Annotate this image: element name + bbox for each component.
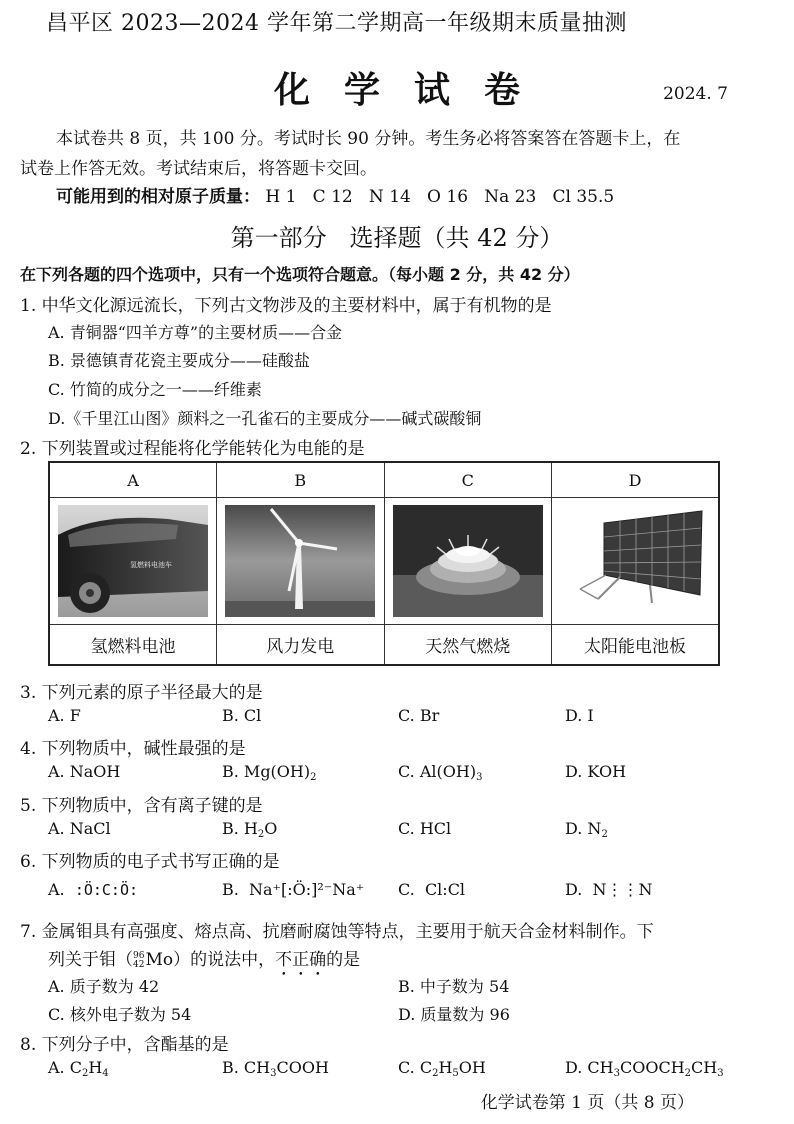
q8-option-c: C. $C_2H_5OH$	[398, 1058, 486, 1079]
q1-option-d: D.《千里江山图》颜料之一孔雀石的主要成分——碱式碳酸铜	[48, 409, 482, 428]
intro-line-2: 试卷上作答无效。考试结束后，将答题卡交回。	[20, 159, 377, 179]
q7-option-d: D. 质量数为 96	[398, 1005, 510, 1024]
q7-stem-line-1: 7. 金属钼具有高强度、熔点高、抗磨耐腐蚀等特点，主要用于航天合金材料制作。下	[20, 922, 654, 942]
car-side-text: 氢燃料电池车	[130, 561, 172, 569]
q2-header-c: C	[384, 462, 552, 498]
electron-formula-n2: N⋮⋮N	[592, 880, 653, 899]
q1-option-b: B. 景德镇青花瓷主要成分——硅酸盐	[48, 351, 310, 370]
q6-option-d: D. N⋮⋮N	[565, 880, 653, 899]
q4-option-b: B. $Mg(OH)_2$	[222, 762, 317, 783]
q6-option-a: A. :Ö:C:Ö:	[48, 880, 139, 899]
electron-formula-cl2: Cl:Cl	[424, 880, 466, 899]
solar-panel-image	[560, 505, 710, 617]
q5-option-b: B. $H_2O$	[222, 819, 278, 840]
q5-option-a: A. NaCl	[48, 819, 111, 838]
section-instruction: 在下列各题的四个选项中，只有一个选项符合题意。（每小题 2 分，共 42 分）	[20, 265, 580, 284]
fuel-cell-car-image	[58, 505, 208, 617]
q7-stem-line-2: 列关于钼（96 42Mo）的说法中，不正确的是	[48, 950, 361, 970]
q2-caption-b: 风力发电	[217, 625, 385, 666]
electron-formula-na2o: Na⁺[:Ö:]²⁻Na⁺	[249, 880, 365, 899]
q5-option-d: D. $N_2$	[565, 819, 608, 840]
exam-date: 2024. 7	[663, 84, 728, 104]
q3-stem: 3. 下列元素的原子半径最大的是	[20, 683, 263, 703]
q1-option-c: C. 竹简的成分之一——纤维素	[48, 380, 262, 399]
q4-option-d: D. KOH	[565, 762, 627, 781]
q4-stem: 4. 下列物质中，碱性最强的是	[20, 739, 246, 759]
q8-option-b: B. $CH_3COOH$	[222, 1058, 329, 1079]
q8-option-d: D. $CH_3COOCH_2CH_3$	[565, 1058, 724, 1079]
q4-option-a: A. NaOH	[48, 762, 121, 781]
q7-option-a: A. 质子数为 42	[48, 977, 160, 996]
q1-option-a: A. 青铜器“四羊方尊”的主要材质——合金	[48, 323, 343, 342]
q8-option-a: A. $C_2H_4$	[48, 1058, 109, 1079]
atomic-mass-label: 可能用到的相对原子质量：	[56, 187, 260, 207]
q3-option-d: D. I	[565, 706, 594, 725]
q2-header-a: A	[49, 462, 217, 498]
q5-option-c: C. HCl	[398, 819, 452, 838]
q7-option-b: B. 中子数为 54	[398, 977, 510, 996]
page-title: 化学试卷	[273, 69, 554, 111]
q3-option-a: A. F	[48, 706, 81, 725]
wind-turbine-image	[225, 505, 375, 617]
q6-option-c: C. Cl:Cl	[398, 880, 466, 899]
q1-stem: 1. 中华文化源远流长，下列古文物涉及的主要材料中，属于有机物的是	[20, 296, 552, 316]
q2-caption-c: 天然气燃烧	[384, 625, 552, 666]
intro-line-1: 本试卷共 8 页，共 100 分。考试时长 90 分钟。考生务必将答案答在答题卡上，在	[56, 129, 681, 149]
q2-caption-d: 太阳能电池板	[552, 625, 720, 666]
q2-caption-a: 氢燃料电池	[49, 625, 217, 666]
electron-formula-co2: :Ö:C:Ö:	[74, 881, 139, 899]
q2-header-d: D	[552, 462, 720, 498]
q5-stem: 5. 下列物质中，含有离子键的是	[20, 796, 263, 816]
emphasis-not-correct: 不正确	[275, 950, 327, 970]
section-title: 第一部分 选择题（共 42 分）	[230, 224, 564, 252]
q3-option-c: C. Br	[398, 706, 440, 725]
q3-option-b: B. Cl	[222, 706, 262, 725]
q6-option-b: B. Na⁺[:Ö:]²⁻Na⁺	[222, 880, 365, 899]
atomic-mass-line	[56, 182, 614, 207]
atomic-mass-values: H 1 C 12 N 14 O 16 Na 23 Cl 35.5	[265, 187, 615, 207]
page-footer: 化学试卷第 1 页（共 8 页）	[480, 1093, 694, 1113]
q2-device-table	[48, 461, 720, 666]
q7-option-c: C. 核外电子数为 54	[48, 1005, 192, 1024]
q2-stem: 2. 下列装置或过程能将化学能转化为电能的是	[20, 439, 365, 459]
q8-stem: 8. 下列分子中，含酯基的是	[20, 1035, 229, 1055]
q4-option-c: C. $Al(OH)_3$	[398, 762, 483, 783]
exam-header-line: 昌平区 2023—2024 学年第二学期高一年级期末质量抽测	[46, 11, 627, 36]
nuclide-numbers: 96 42	[133, 950, 145, 970]
gas-burner-image	[393, 505, 543, 617]
q2-header-b: B	[217, 462, 385, 498]
q6-stem: 6. 下列物质的电子式书写正确的是	[20, 852, 280, 872]
